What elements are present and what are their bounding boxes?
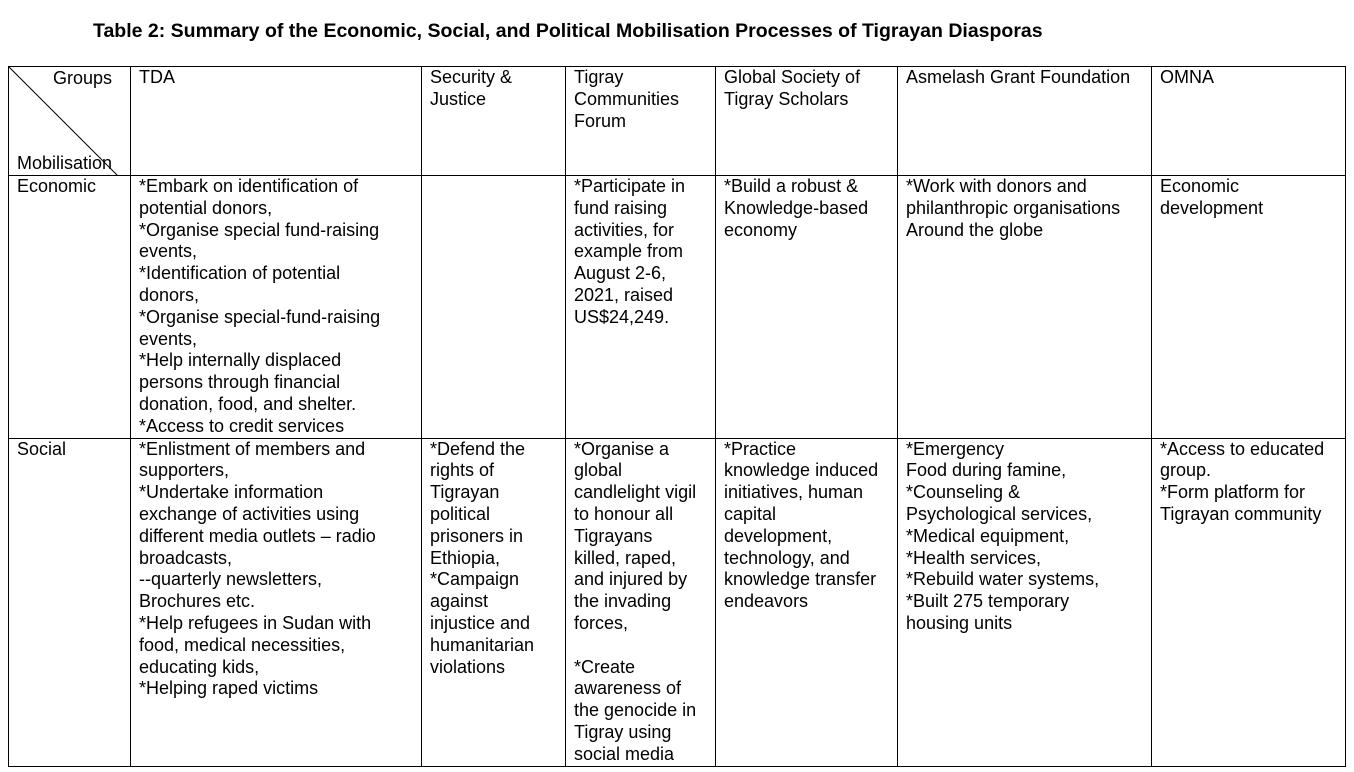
economic-global-society-cell: *Build a robust & Knowledge-based economy — [716, 176, 898, 439]
social-tigray-communities-forum-cell: *Organise a global candlelight vigil to honour all Tigrayans killed, raped, and injured by the invading forces, *Create awareness of the genocide in Tigray using social media — [566, 438, 716, 766]
economic-asmelash-cell: *Work with donors and philanthropic organisations Around the globe — [898, 176, 1152, 439]
economic-omna-cell: Economic development — [1152, 176, 1346, 439]
social-global-society-cell: *Practice knowledge induced initiatives, human capital development, technology, and knowledge transfer endeavors — [716, 438, 898, 766]
social-security-justice-cell: *Defend the rights of Tigrayan political prisoners in Ethiopia, *Campaign against injustice and humanitarian violations — [422, 438, 566, 766]
header-row — [9, 67, 1346, 176]
column-header-security-justice: Security & Justice — [422, 67, 566, 176]
economic-security-justice-cell — [422, 176, 566, 439]
column-header-tda: TDA — [131, 67, 422, 176]
column-header-global-society-tigray-scholars: Global Society of Tigray Scholars — [716, 67, 898, 176]
row-label-social: Social — [9, 438, 131, 766]
economic-tda-cell: *Embark on identification of potential donors, *Organise special fund-raising events, *Identification of potential donors, *Organise special-fund-raising events, *Help internally displaced persons through financial donation, food, and shelter. *Access to credit services — [131, 176, 422, 439]
social-asmelash-cell: *Emergency Food during famine, *Counseling & Psychological services, *Medical equipment, *Health services, *Rebuild water systems, *Built 275 temporary housing units — [898, 438, 1152, 766]
corner-groups-label: Groups — [52, 68, 112, 88]
social-omna-cell: *Access to educated group. *Form platform for Tigrayan community — [1152, 438, 1346, 766]
table-row-economic — [9, 176, 1346, 439]
mobilisation-table — [8, 66, 1346, 767]
row-label-economic: Economic — [9, 176, 131, 439]
corner-mobilisation-label: Mobilisation — [17, 153, 113, 174]
social-tda-cell: *Enlistment of members and supporters, *Undertake information exchange of activities using different media outlets – radio broadcasts, --quarterly newsletters, Brochures etc. *Help refugees in Sudan with food, medical necessities, educating kids, *Helping raped victims — [131, 438, 422, 766]
table-title: Table 2: Summary of the Economic, Social, and Political Mobilisation Processes of Tigrayan Diasporas — [93, 20, 1043, 42]
economic-tigray-communities-forum-cell: *Participate in fund raising activities, for example from August 2-6, 2021, raised US$24,249. — [566, 176, 716, 439]
column-header-omna: OMNA — [1152, 67, 1346, 176]
corner-header-cell — [9, 67, 131, 176]
column-header-asmelash-grant-foundation: Asmelash Grant Foundation — [898, 67, 1152, 176]
table-row-social — [9, 438, 1346, 766]
column-header-tigray-communities-forum: Tigray Communities Forum — [566, 67, 716, 176]
